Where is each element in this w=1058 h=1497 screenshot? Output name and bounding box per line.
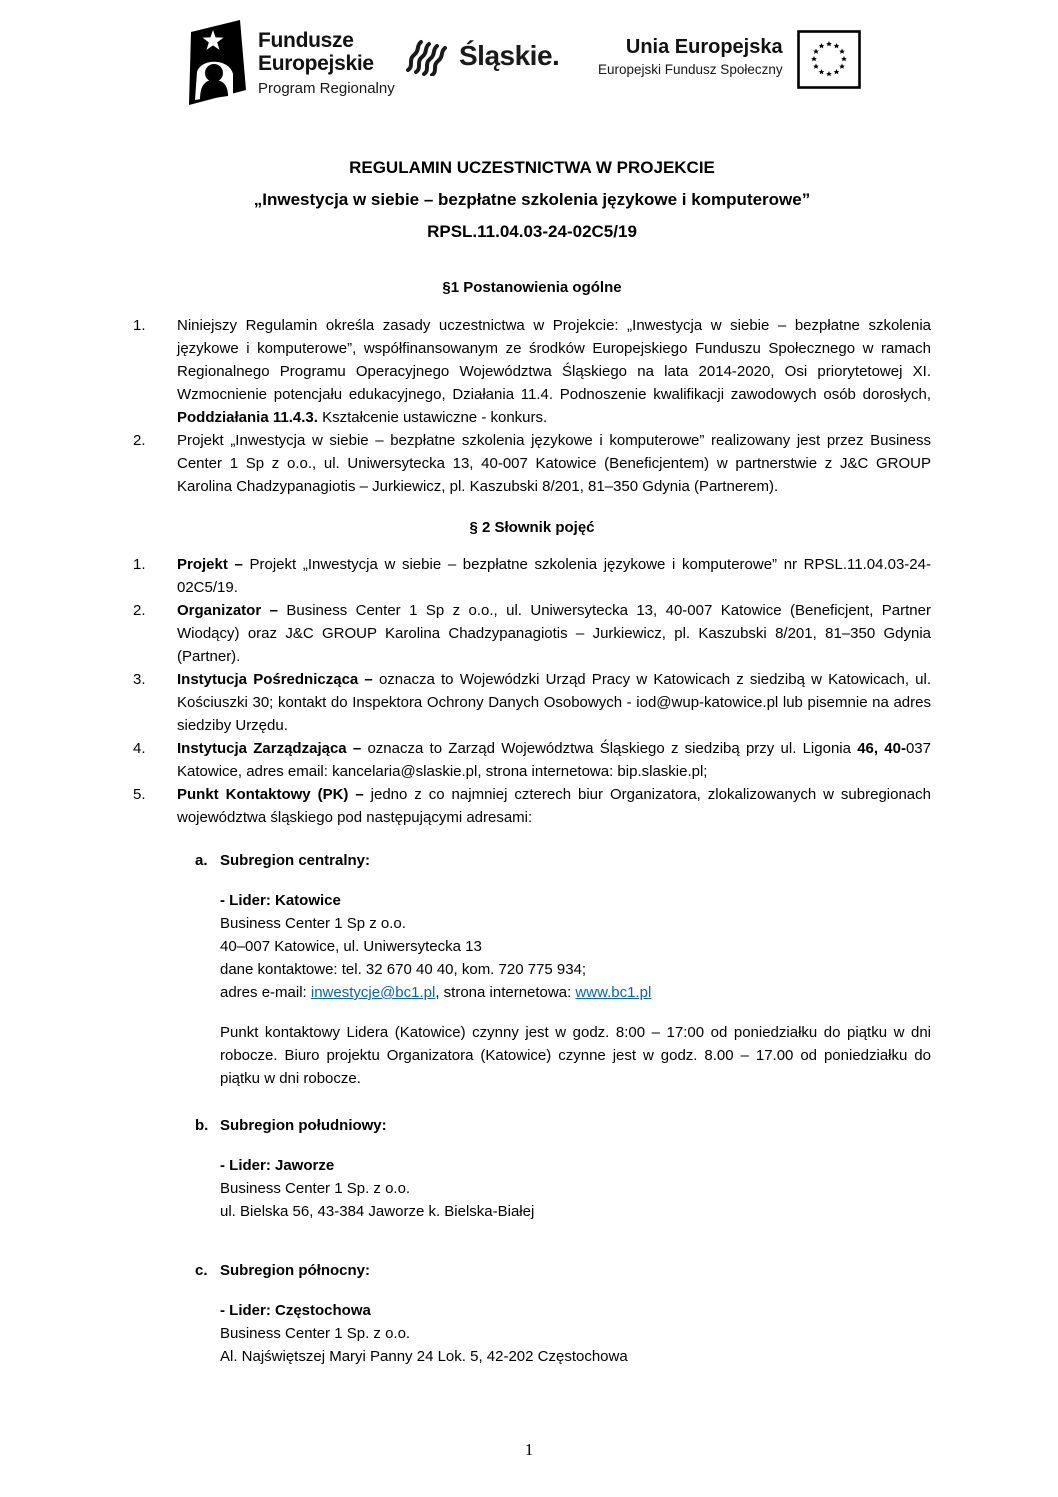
- item-text-run: 037 Katowice, adres email: kancelaria@slaskie.pl, strona internetowa: bip.slaskie.pl;: [177, 740, 931, 780]
- subregion-a-leader: - Lider: Katowice: [220, 892, 341, 909]
- subregion-central: [133, 849, 931, 1090]
- eu-flag-icon: [797, 30, 861, 95]
- email-link[interactable]: inwestycje@bc1.pl: [310, 984, 436, 1001]
- item-text: [177, 314, 931, 429]
- section-slownik-pojec: [133, 516, 931, 1368]
- item-text: [177, 599, 931, 668]
- item-text-run: jedno z co najmniej czterech biur Organizatora, zlokalizowanych w subregionach województwa śląskiego pod następującymi adresami:: [177, 786, 931, 826]
- title-line-3: RPSL.11.04.03-24-02C5/19: [427, 222, 637, 241]
- document-body: [133, 152, 931, 1368]
- subregion-a-note: Punkt kontaktowy Lidera (Katowice) czynny jest w godz. 8:00 – 17:00 od poniedziałku do piątku w dni robocze. Biuro projektu Organizatora (Katowice) czynne jest w godz. 8.00 – 17.00 od poniedziałku do piątku w dni robocze.: [220, 1024, 931, 1087]
- item-text: [177, 783, 931, 829]
- email-label: adres e-mail:: [220, 984, 311, 1001]
- term-label: Projekt –: [177, 556, 243, 573]
- subregion-a-address: 40–007 Katowice, ul. Uniwersytecka 13: [220, 938, 482, 955]
- list-item: [133, 314, 931, 429]
- unia-europejska-logo: [598, 34, 861, 95]
- item-text-run: Business Center 1 Sp z o.o., ul. Uniwersytecka 13, 40-007 Katowice (Beneficjent, Partner Wiodący) oraz J&C GROUP Karolina Chadzypanagiotis – Jurkiewicz, pl. Kaszubski 8/201, 81–350 Gdynia (Partner).: [177, 602, 931, 665]
- page-number: 1: [524, 1440, 534, 1459]
- item-bold-run: 46, 40-: [857, 740, 906, 757]
- list-item: [133, 668, 931, 737]
- term-label: Instytucja Pośrednicząca –: [177, 671, 373, 688]
- section-postanowienia-ogolne: [133, 276, 931, 498]
- item-text-run: oznacza to Zarząd Województwa Śląskiego z siedzibą przy ul. Ligonia: [361, 740, 858, 757]
- subregion-a-letter: a.: [195, 852, 208, 869]
- section1-heading: §1 Postanowienia ogólne: [442, 279, 622, 296]
- slaskie-waves-icon: [404, 30, 450, 81]
- title-line-1: REGULAMIN UCZESTNICTWA W PROJEKCIE: [349, 158, 715, 177]
- section1-list: [133, 314, 931, 498]
- item-bold-run: Poddziałania 11.4.3.: [177, 409, 318, 426]
- subregion-b-title: Subregion południowy:: [220, 1117, 387, 1134]
- item-number: 2.: [133, 602, 146, 619]
- subregion-b-company: Business Center 1 Sp. z o.o.: [220, 1180, 411, 1197]
- item-number: 1.: [133, 556, 146, 573]
- subregion-a-email-line: [220, 981, 931, 1004]
- subregion-c-address: Al. Najświętszej Maryi Panny 24 Lok. 5, 42-202 Częstochowa: [220, 1348, 628, 1365]
- term-label: Organizator –: [177, 602, 278, 619]
- ue-logo-subtitle: Europejski Fundusz Społeczny: [598, 62, 783, 77]
- subregion-north: [133, 1259, 931, 1368]
- subregion-a-company: Business Center 1 Sp z o.o.: [220, 915, 406, 932]
- subregion-c-address-block: [220, 1299, 931, 1368]
- list-item: [133, 553, 931, 599]
- list-item: [133, 783, 931, 829]
- subregion-a-address-block: [220, 889, 931, 1004]
- slaskie-logo-text: Śląskie.: [459, 39, 560, 71]
- subregion-b-leader: - Lider: Jaworze: [220, 1157, 335, 1174]
- section2-heading: § 2 Słownik pojęć: [469, 519, 595, 536]
- item-number: 1.: [133, 317, 146, 334]
- subregion-c-company: Business Center 1 Sp. z o.o.: [220, 1325, 411, 1342]
- item-number: 5.: [133, 786, 146, 803]
- subregion-a-contact: dane kontaktowe: tel. 32 670 40 40, kom. 720 775 934;: [220, 961, 587, 978]
- list-item: [133, 429, 931, 498]
- subregion-b-heading: [195, 1114, 931, 1137]
- fe-logo-line1: Fundusze: [258, 29, 354, 52]
- item-number: 2.: [133, 432, 146, 449]
- ue-logo-title: Unia Europejska: [625, 36, 783, 58]
- subregion-b-address-block: [220, 1154, 931, 1223]
- item-text: Projekt „Inwestycja w siebie – bezpłatne szkolenia językowe i komputerowe” realizowany jest przez Business Center 1 Sp z o.o., ul. Uniwersytecka 13, 40-007 Katowice (Beneficjentem) w partnerstwie z J&C GROUP Karolina Chadzypanagiotis – Jurkiewicz, pl. Kaszubski 8/201, 81–350 Gdynia (Partnerem).: [177, 432, 931, 495]
- item-text-run: Kształcenie ustawiczne - konkurs.: [317, 409, 548, 426]
- subregion-c-leader: - Lider: Częstochowa: [220, 1302, 371, 1319]
- fe-logo-line2: Europejskie: [258, 52, 374, 75]
- list-item: [133, 599, 931, 668]
- logo-bar: [0, 0, 1058, 125]
- subregion-b-address: ul. Bielska 56, 43-384 Jaworze k. Bielska-Białej: [220, 1203, 535, 1220]
- document-title: [133, 152, 931, 248]
- item-text-run: Niniejszy Regulamin określa zasady uczestnictwa w Projekcie: „Inwestycja w siebie – bezpłatne szkolenia językowe i komputerowe”, współfinansowanym ze środków Europejskiego Funduszu Społecznego w ramach Regionalnego Programu Operacyjnego Województwa Śląskiego na lata 2014-2020, Osi priorytetowej XI. Wzmocnienie potencjału edukacyjnego, Działania 11.4. Podnoszenie kwalifikacji zawodowych osób dorosłych,: [177, 317, 931, 403]
- ue-logo-text: [598, 34, 783, 95]
- subregion-south: [133, 1114, 931, 1223]
- fundusze-europejskie-logo: [183, 16, 395, 111]
- item-text: [177, 553, 931, 599]
- list-item: [133, 737, 931, 783]
- fe-flag-icon: [183, 16, 247, 111]
- item-number: 3.: [133, 671, 146, 688]
- website-link[interactable]: www.bc1.pl: [575, 984, 652, 1001]
- term-label: Instytucja Zarządzająca –: [177, 740, 362, 757]
- subregion-b-letter: b.: [195, 1117, 209, 1134]
- subregion-c-title: Subregion północny:: [220, 1262, 370, 1279]
- subregion-c-letter: c.: [195, 1262, 208, 1279]
- item-text-run: oznacza to Wojewódzki Urząd Pracy w Katowicach z siedzibą w Katowicach, ul. Kościuszki 30; kontakt do Inspektora Ochrony Danych Osobowych - iod@wup-katowice.pl lub pisemnie na adres siedziby Urzędu.: [177, 671, 932, 734]
- fe-logo-subtitle: Program Regionalny: [258, 80, 395, 97]
- section2-list: [133, 553, 931, 829]
- item-text: [177, 737, 931, 783]
- subregion-a-title: Subregion centralny:: [220, 852, 371, 869]
- title-line-2: „Inwestycja w siebie – bezpłatne szkolenia językowe i komputerowe”: [253, 190, 811, 209]
- fe-logo-text: [258, 16, 395, 111]
- website-label: , strona internetowa:: [435, 984, 576, 1001]
- subregion-a-heading: [195, 849, 931, 872]
- term-label: Punkt Kontaktowy (PK) –: [177, 786, 364, 803]
- subregion-c-heading: [195, 1259, 931, 1282]
- item-text-run: Projekt „Inwestycja w siebie – bezpłatne szkolenia językowe i komputerowe” nr RPSL.11.04.03-24-02C5/19.: [177, 556, 931, 596]
- slaskie-logo: [404, 30, 559, 81]
- item-number: 4.: [133, 740, 146, 757]
- item-text: [177, 668, 931, 737]
